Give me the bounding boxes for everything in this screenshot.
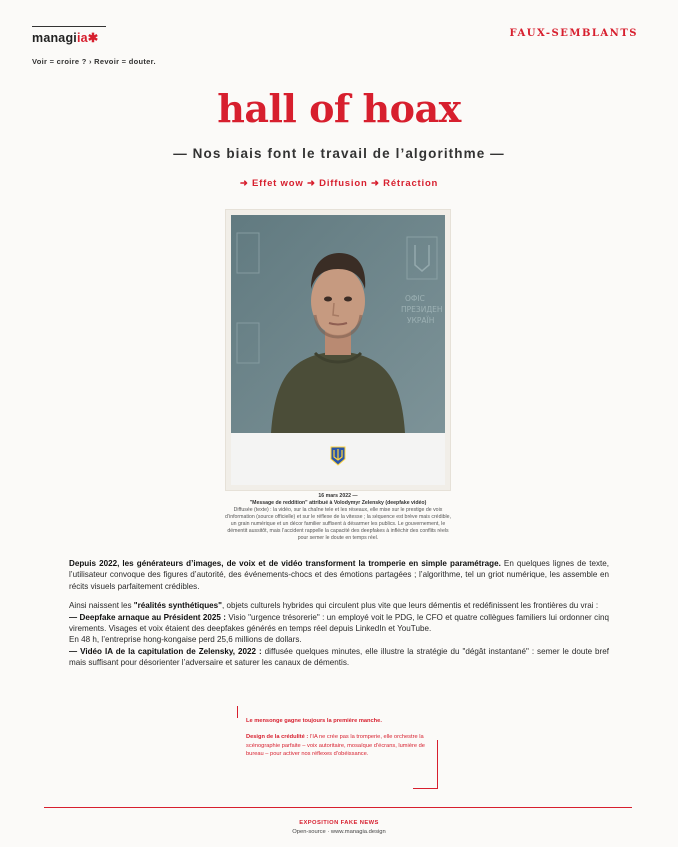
portrait-illustration — [231, 215, 445, 433]
featured-image — [226, 210, 450, 490]
callout-box — [246, 717, 432, 758]
video-still — [231, 215, 445, 433]
example-1-heading: — Deepfake arnaque au Président 2025 : — [69, 612, 226, 622]
callout-bracket-bottom — [413, 788, 438, 789]
intro-bold: Depuis 2022, les générateurs d’images, de voix et de vidéo transforment la tromperie en simple paramétrage. — [69, 559, 501, 568]
brand-logo — [32, 26, 106, 45]
page-subtitle: — Nos biais font le travail de l’algorithme — — [173, 146, 505, 161]
examples-post: , objets culturels hybrides qui circulent plus vite que leurs démentis et redéfinissent les frontières du vrai : — [222, 601, 599, 611]
examples-pre: Ainsi naissent les — [69, 601, 134, 611]
caption-title: "Message de reddition" attribué à Volodymyr Zelensky (deepfake vidéo) — [249, 500, 427, 507]
footer-title: EXPOSITION FAKE NEWS — [299, 820, 379, 826]
logo-rule — [32, 26, 106, 27]
intro-paragraph — [69, 558, 609, 592]
example-1-text: Visio "urgence trésorerie" : un employé voit le PDG, le CFO et quatre collègues familiers lui ordonner cinq virements. Visages et voix étaient des deepfakes générés en temps réel depuis LinkedIn et YouTube. — [69, 612, 609, 634]
image-caption — [222, 493, 454, 542]
example-2-text: diffusée quelques minutes, elle illustre la stratégie du "dégât instantané" : semer le doute bref mais suffisant pour désorienter l’adversaire et saturer les canaux de démentis. — [69, 646, 609, 668]
callout-text: l’IA ne crée pas la tromperie, elle orchestre la scénographie parfaite – voix autoritaire, mosaïque d’écrans, lumière de bureau – pour activer nos réflexes d’obéissance. — [246, 734, 425, 757]
ukraine-trident-icon — [330, 446, 346, 466]
callout-lead: Le mensonge gagne toujours la première manche. — [246, 718, 382, 724]
examples-paragraph — [69, 600, 609, 668]
tagline: Voir = croire ? › Revoir = douter. — [32, 57, 156, 66]
series-label: FAUX-SEMBLANTS — [509, 28, 638, 39]
caption-date: 16 mars 2022 — — [318, 493, 358, 499]
svg-text:ПРЕЗИДЕН: ПРЕЗИДЕН — [401, 305, 443, 314]
logo-main-text: managi — [32, 31, 77, 45]
page-title: hall of hoax — [217, 86, 461, 131]
footer-link[interactable]: Open-source · www.managia.design — [292, 829, 386, 835]
logo-wordmark — [32, 30, 106, 45]
logo-ia-text: ia — [76, 31, 88, 45]
examples-bold: "réalités synthétiques" — [133, 601, 222, 611]
article-body — [69, 558, 609, 677]
callout-label: Design de la crédulité : — [246, 734, 309, 741]
intro-text: En quelques lignes de texte, l’utilisateur convoque des figures d’autorité, des événements-chocs et des émotions partagées ; l’algorithme, tel un griot numérique, les assemble en récits visuels parfaitement crédibles. — [69, 559, 609, 591]
process-steps: ➜ Effet wow ➜ Diffusion ➜ Rétraction — [239, 178, 439, 189]
example-2-heading: — Vidéo IA de la capitulation de Zelensky, 2022 : — [69, 646, 262, 656]
callout-bracket-top — [237, 706, 238, 718]
lectern — [231, 433, 445, 485]
callout-body — [246, 733, 432, 758]
footer-divider — [44, 807, 632, 808]
caption-text: Diffusée (texte) : la vidéo, sur la chaîne tele et les réseaux, elle mise sur le prestige de voix d’information (source officielle) et sur le réflexe de la vitesse ; la séquence est brève mais crédible, un grain numérique et un décor familier suffisent à désarmer les publics. Le gouvernement, le démentit aussitôt, mais l’accident rappelle la capacité des deepfakes à infléchir des conflits réels pour semer le doute en temps réel. — [225, 507, 451, 542]
example-1-outcome: En 48 h, l’entreprise hong-kongaise perd 25,6 millions de dollars. — [69, 635, 302, 645]
asterisk-icon: ✱ — [87, 31, 99, 45]
svg-text:ОФІС: ОФІС — [405, 294, 425, 303]
svg-text:УКРАЇН: УКРАЇН — [407, 316, 435, 325]
callout-bracket-right — [437, 740, 438, 788]
